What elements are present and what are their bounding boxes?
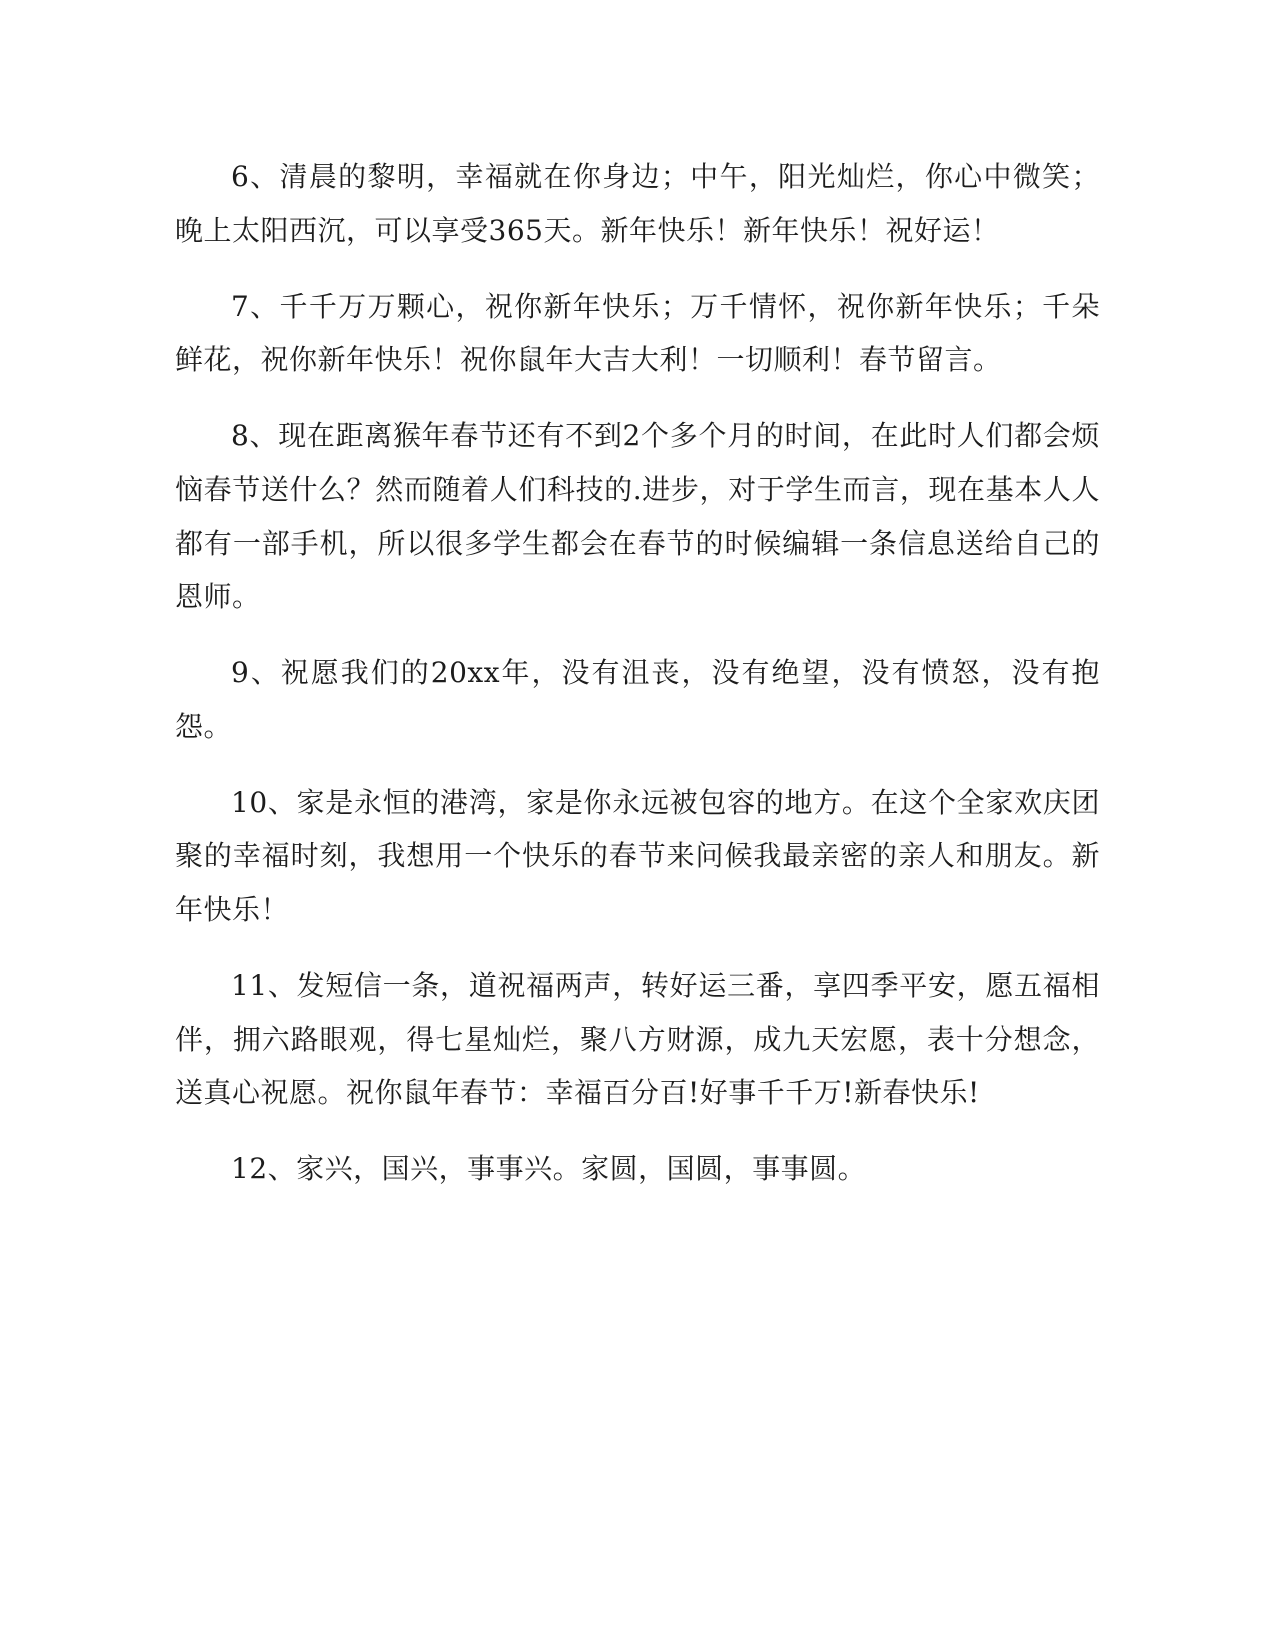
document-body [175,150,1100,1196]
paragraph-8: 8、现在距离猴年春节还有不到2个多个月的时间，在此时人们都会烦恼春节送什么？然而随着人们科技的.进步，对于学生而言，现在基本人人都有一部手机，所以很多学生都会在春节的时候编辑一条信息送给自己的恩师。 [175,419,1100,614]
paragraph-9: 9、祝愿我们的20xx年，没有沮丧，没有绝望，没有愤怒，没有抱怨。 [175,656,1100,743]
paragraph-6: 6、清晨的黎明，幸福就在你身边；中午，阳光灿烂，你心中微笑；晚上太阳西沉，可以享受365天。新年快乐！新年快乐！祝好运！ [175,160,1100,247]
paragraph-10: 10、家是永恒的港湾，家是你永远被包容的地方。在这个全家欢庆团聚的幸福时刻，我想用一个快乐的春节来问候我最亲密的亲人和朋友。新年快乐！ [175,785,1100,926]
paragraph-11: 11、发短信一条，道祝福两声，转好运三番，享四季平安，愿五福相伴，拥六路眼观，得七星灿烂，聚八方财源，成九天宏愿，表十分想念，送真心祝愿。祝你鼠年春节：幸福百分百!好事千千万!新春快乐! [175,968,1100,1110]
paragraph-12: 12、家兴，国兴，事事兴。家圆，国圆，事事圆。 [231,1152,867,1185]
paragraph-7: 7、千千万万颗心，祝你新年快乐；万千情怀，祝你新年快乐；千朵鲜花，祝你新年快乐！祝你鼠年大吉大利！一切顺利！春节留言。 [175,289,1100,377]
